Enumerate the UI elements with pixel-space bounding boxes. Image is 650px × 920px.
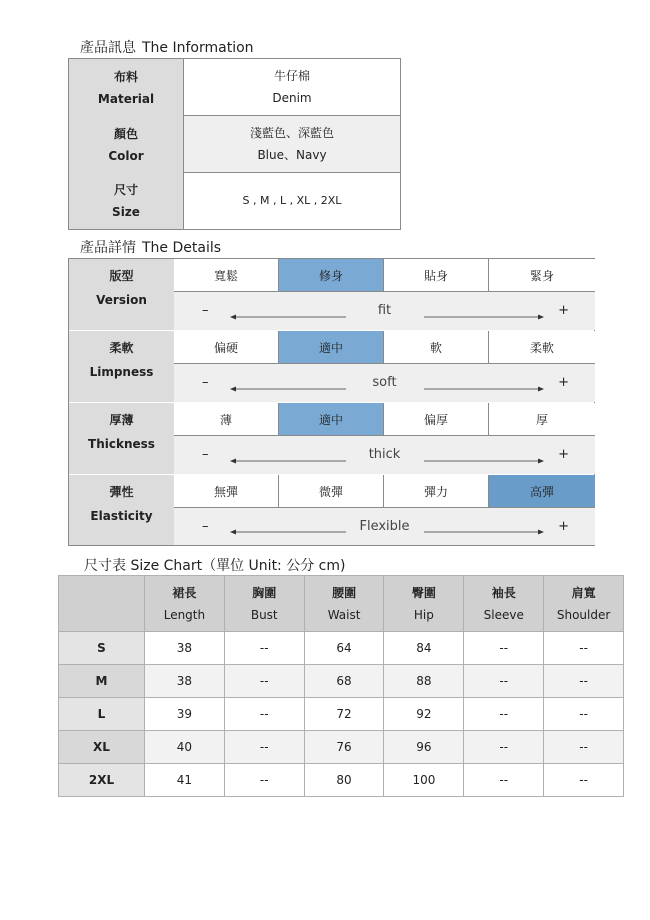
cell: 38 [145,665,225,698]
info-label-color [69,116,183,174]
option-limpness-very-soft[interactable]: 柔軟 [489,331,595,364]
cell: 40 [145,731,225,764]
info-title-zh: 產品訊息 [80,40,136,56]
cell: -- [544,632,624,665]
scale-limpness [174,364,595,402]
row-size: M [59,665,145,698]
detail-label-limpness [69,331,174,404]
cell: 39 [145,698,225,731]
scale-thickness [174,436,595,474]
label-en: Material [97,91,155,106]
option-version-slim-selected[interactable]: 修身 [279,259,384,292]
option-limpness-soft[interactable]: 軟 [384,331,489,364]
label-en: Elasticity [90,509,153,523]
table-row [59,698,624,731]
cell: -- [224,665,304,698]
label-en: Version [96,293,147,307]
option-thickness-thick[interactable]: 厚 [489,403,595,436]
value-en: Denim [272,91,312,105]
header-hip: 臀圍 Hip [384,576,464,632]
table-row [59,665,624,698]
scale-version [174,292,595,330]
table-row [59,731,624,764]
info-table [68,58,401,230]
cell: -- [464,665,544,698]
plus-sign: + [558,375,569,390]
details-section-title [80,237,221,257]
info-label-size [69,173,183,229]
info-value-material [183,59,400,116]
cell: 68 [304,665,384,698]
header-shoulder: 肩寬 Shoulder [544,576,624,632]
option-thickness-thin[interactable]: 薄 [174,403,279,436]
info-value-color [183,116,400,173]
size-table-header [59,576,624,632]
header-length: 裙長 Length [145,576,225,632]
scale-word-thick: thick [368,447,401,462]
details-table [68,258,595,546]
cell: 92 [384,698,464,731]
value-zh: 牛仔棉 [273,69,310,83]
cell: -- [464,731,544,764]
cell: 72 [304,698,384,731]
option-thickness-medium-selected[interactable]: 適中 [279,403,384,436]
option-version-fitted[interactable]: 貼身 [384,259,489,292]
scale-word-flexible: Flexible [359,519,410,534]
cell: -- [544,731,624,764]
minus-sign: – [202,447,209,462]
label-zh: 布料 [113,69,138,84]
table-row [59,632,624,665]
minus-sign: – [202,375,209,390]
minus-sign: – [202,519,209,534]
detail-label-thickness [69,403,174,476]
cell: 80 [304,764,384,797]
cell: 100 [384,764,464,797]
cell: -- [224,731,304,764]
detail-label-version [69,259,174,332]
value-en: Blue、Navy [257,148,327,162]
table-row [59,764,624,797]
option-elasticity-high-selected[interactable]: 高彈 [489,475,595,508]
minus-sign: – [202,303,209,318]
label-zh: 柔軟 [109,341,134,355]
info-section-title [80,37,254,57]
plus-sign: + [558,303,569,318]
cell: -- [464,698,544,731]
details-title-zh: 產品詳情 [80,240,136,256]
info-title-en: The Information [142,40,254,56]
cell: 41 [145,764,225,797]
label-zh: 版型 [109,269,134,283]
cell: -- [224,698,304,731]
plus-sign: + [558,447,569,462]
option-version-tight[interactable]: 緊身 [489,259,595,292]
details-title-en: The Details [142,240,222,256]
cell: -- [544,764,624,797]
header-sleeve: 袖長 Sleeve [464,576,544,632]
detail-label-elasticity [69,475,174,545]
cell: 38 [145,632,225,665]
option-limpness-medium-selected[interactable]: 適中 [279,331,384,364]
option-limpness-stiff[interactable]: 偏硬 [174,331,279,364]
cell: -- [464,764,544,797]
header-bust: 胸圍 Bust [224,576,304,632]
info-value-size [183,173,400,229]
label-zh: 彈性 [109,485,134,499]
label-en: Limpness [89,365,154,379]
plus-sign: + [558,519,569,534]
cell: -- [224,764,304,797]
cell: -- [544,665,624,698]
size-table [58,575,624,797]
cell: 96 [384,731,464,764]
row-size: XL [59,731,145,764]
value-zh: 淺藍色、深藍色 [249,126,334,140]
scale-elasticity [174,508,595,545]
label-zh: 顏色 [113,126,138,141]
header-waist: 腰圍 Waist [304,576,384,632]
cell: 84 [384,632,464,665]
option-elasticity-none[interactable]: 無彈 [174,475,279,508]
cell: 64 [304,632,384,665]
value-size: S , M , L , XL , 2XL [242,194,342,207]
cell: 88 [384,665,464,698]
cell: -- [224,632,304,665]
label-zh: 厚薄 [109,413,134,427]
size-chart [58,575,624,797]
size-chart-title: 尺寸表 Size Chart（單位 Unit: 公分 cm) [84,558,346,574]
option-elasticity-stretch[interactable]: 彈力 [384,475,489,508]
option-elasticity-slight[interactable]: 微彈 [279,475,384,508]
row-size: S [59,632,145,665]
row-size: L [59,698,145,731]
label-en: Size [112,205,140,219]
label-en: Color [108,148,144,163]
scale-word-fit: fit [377,303,392,318]
cell: -- [464,632,544,665]
label-zh: 尺寸 [113,183,138,197]
option-version-loose[interactable]: 寬鬆 [174,259,279,292]
cell: 76 [304,731,384,764]
cell: -- [544,698,624,731]
label-en: Thickness [88,437,155,451]
info-label-material [69,59,183,117]
row-size: 2XL [59,764,145,797]
scale-word-soft: soft [372,375,397,390]
option-thickness-thickish[interactable]: 偏厚 [384,403,489,436]
header-blank [59,576,145,632]
